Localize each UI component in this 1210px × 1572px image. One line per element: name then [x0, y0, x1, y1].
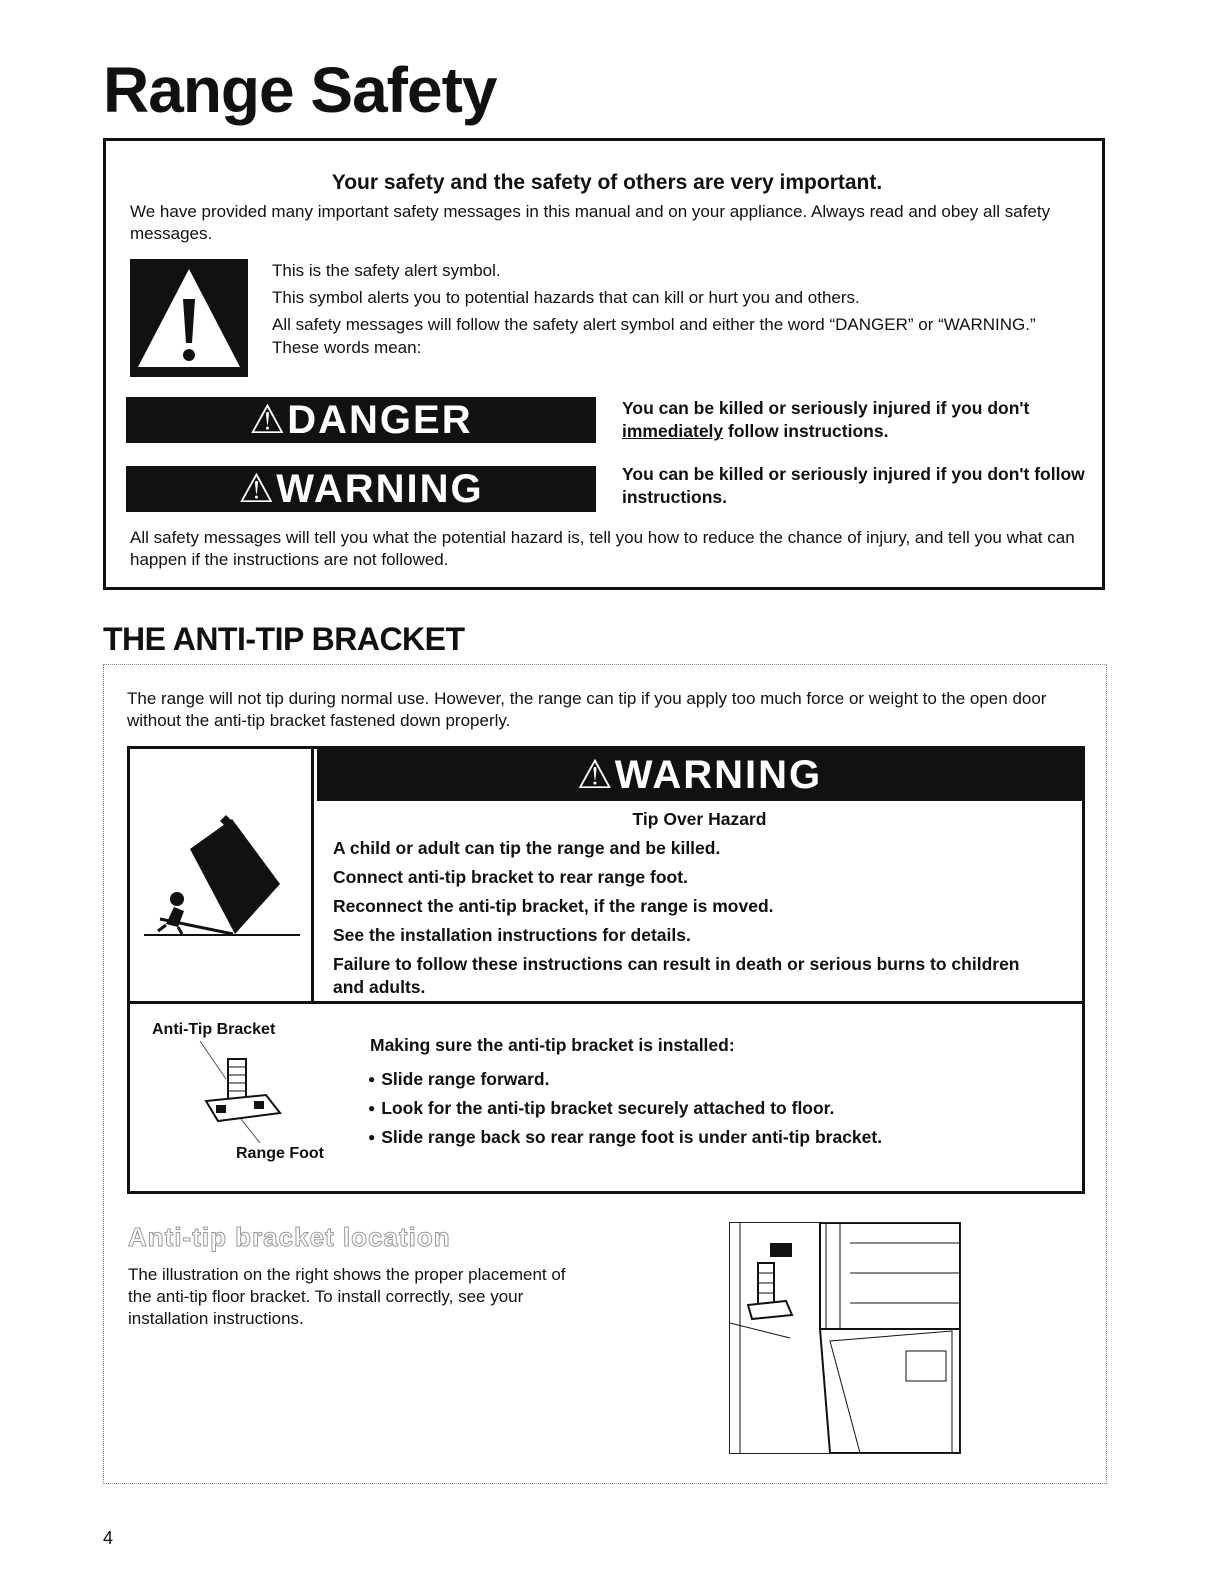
safety-box	[103, 138, 1105, 590]
page-number: 4	[103, 1528, 114, 1548]
symbol-line: All safety messages will follow the safety alert symbol and either the word “DANGER” or “WARNING.” These words mean:	[272, 315, 1036, 357]
danger-meaning	[622, 397, 1102, 443]
list-item: ● Look for the anti-tip bracket securely attached to floor.	[368, 1094, 882, 1123]
danger-label: ⚠DANGER	[126, 397, 596, 443]
warning-meaning: You can be killed or seriously injured if you don't follow instructions.	[622, 464, 1085, 507]
location-heading: Anti-tip bracket location	[128, 1222, 451, 1252]
hazard-line: Reconnect the anti-tip bracket, if the range is moved.	[333, 896, 774, 916]
hazard-line: Connect anti-tip bracket to rear range foot.	[333, 867, 688, 887]
warning-label: ⚠WARNING	[126, 466, 596, 512]
foot-label: Range Foot	[236, 1145, 324, 1162]
list-item: ● Slide range back so rear range foot is under anti-tip bracket.	[368, 1123, 882, 1152]
safety-closing: All safety messages will tell you what the potential hazard is, tell you how to reduce the chance of injury, and tell you what can happen if the instructions are not followed.	[130, 528, 1075, 569]
symbol-line: This is the safety alert symbol.	[272, 261, 501, 280]
symbol-explanation	[272, 259, 1072, 363]
symbol-line: This symbol alerts you to potential hazards that can kill or hurt you and others.	[272, 288, 860, 307]
hazard-line: See the installation instructions for details.	[333, 925, 691, 945]
divider	[130, 1001, 1082, 1004]
safety-intro: We have provided many important safety messages in this manual and on your appliance. Always read and obey all safety messages.	[130, 202, 1051, 243]
danger-text-end: follow instructions.	[723, 421, 889, 441]
danger-text-emphasis: immediately	[622, 421, 724, 441]
hazard-name: Tip Over Hazard	[632, 809, 767, 829]
warning-banner: ⚠WARNING	[317, 749, 1082, 801]
hazard-line: A child or adult can tip the range and be killed.	[333, 838, 721, 858]
tip-over-illustration	[130, 749, 314, 1001]
bracket-location-illustration	[729, 1222, 961, 1454]
section-heading: THE ANTI-TIP BRACKET	[103, 621, 465, 657]
safety-alert-icon	[130, 259, 248, 377]
location-text: The illustration on the right shows the proper placement of the anti-tip floor bracket. To install correctly, see your installation instructions.	[128, 1265, 566, 1328]
bracket-illustration	[196, 1039, 286, 1154]
bracket-label: Anti-Tip Bracket	[152, 1021, 276, 1038]
section-intro: The range will not tip during normal use. However, the range can tip if you apply too much force or weight to the open door without the anti-tip bracket fastened down properly.	[127, 689, 1047, 730]
tip-over-warning-box	[127, 746, 1085, 1194]
hazard-instructions	[333, 837, 1053, 1005]
danger-text-start: You can be killed or seriously injured if you don't	[622, 398, 1030, 418]
hazard-line: Failure to follow these instructions can result in death or serious burns to children and adults.	[333, 954, 1020, 997]
list-item: ● Slide range forward.	[368, 1065, 882, 1094]
installation-check-steps	[368, 1065, 882, 1152]
making-sure-title: Making sure the anti-tip bracket is installed:	[370, 1035, 735, 1055]
page-title: Range Safety	[103, 54, 497, 126]
safety-heading: Your safety and the safety of others are very important.	[331, 171, 883, 194]
